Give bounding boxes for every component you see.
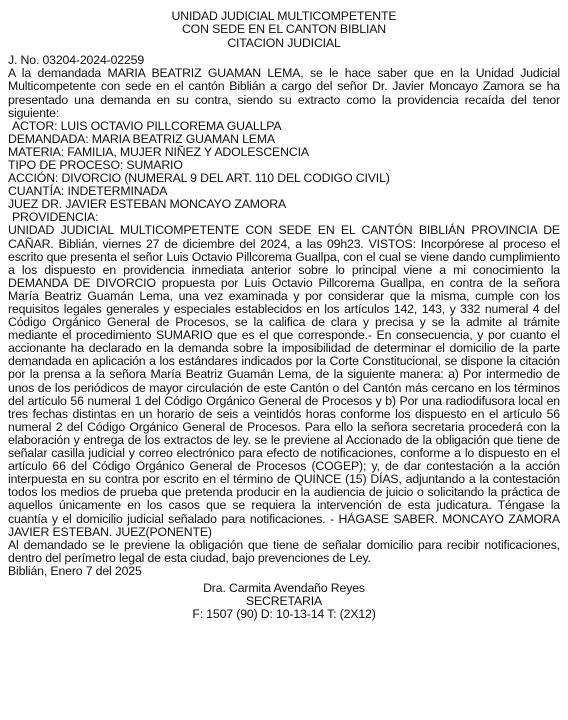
extract-actor: ACTOR: LUIS OCTAVIO PILLCOREMA GUALLPA bbox=[12, 118, 282, 133]
case-extract bbox=[8, 120, 560, 225]
extract-cuantia: CUANTÍA: INDETERMINADA bbox=[8, 184, 168, 199]
signature-block bbox=[8, 582, 560, 621]
extract-tipo: TIPO DE PROCESO: SUMARIO bbox=[8, 157, 183, 172]
warning-paragraph: Al demandado se le previene la obligación que tiene de señalar domicilio para recibir notificaciones, dentro del perímetro legal de esta ciudad, bajo prevenciones de Ley. bbox=[8, 537, 560, 565]
extract-materia: MATERIA: FAMILIA, MUJER NIÑEZ Y ADOLESCENCIA bbox=[8, 144, 309, 159]
notice-title: CITACION JUDICIAL bbox=[227, 35, 341, 50]
notice-header bbox=[8, 10, 560, 50]
intro-paragraph: A la demandada MARIA BEATRIZ GUAMAN LEMA, se le hace saber que en la Unidad Judicial Multicompetente con sede en el cantón Biblián a cargo del señor Dr. Javier Moncayo Zamora se ha presentado una demanda en su contra, siendo su extracto como la providencia recaída del tenor siguiente: bbox=[8, 66, 560, 120]
signer-name: Dra. Carmita Avendaño Reyes bbox=[203, 580, 365, 595]
extract-accion: ACCIÓN: DIVORCIO (NUMERAL 9 DEL ART. 110 DEL CODIGO CIVIL) bbox=[8, 171, 390, 186]
place-date: Biblián, Enero 7 del 2025 bbox=[8, 563, 142, 578]
extract-providencia-label: PROVIDENCIA: bbox=[12, 210, 99, 225]
providencia-paragraph: UNIDAD JUDICIAL MULTICOMPETENTE CON SEDE EN EL CANTÓN BIBLIÁN PROVINCIA DE CAÑAR. Biblián, viernes 27 de diciembre del 2024, a las 09h23. VISTOS: Incorpórese al proceso el escrito que presenta el señor Luis Octavio Pillcorema Guallpa, con el cual se viene dando cumplimiento a los dispuesto en providencia inmediata anterior sobre lo principal viene a mi conocimiento la DEMANDA DE DIVORCIO propuesta por Luis Octavio Pillcorema Guallpa, en contra de la señora María Beatriz Guamán Lema, una vez examinada y por considerar que la misma, cumple con los requisitos legales generales y especiales establecidos en los artículos 142, 143, y 332 numeral 4 del Código Orgánico General de Procesos, se la califica de clara y precisa y se la admite al trámite mediante el procedimiento SUMARIO que es el que corresponde.- En consecuencia, y por cuanto el accionante ha declarado en la demanda sobre la imposibilidad de determinar el domicilio de la parte demandada en aplicación a los estándares indicados por la Corte Constitucional, se dispone la citación por la prensa a la señora María Beatriz Guamán Lema, de la siguiente manera: a) Por intermedio de unos de los periódicos de mayor circulación de este Cantón o del Cantón más cercano en los términos del artículo 56 numeral 1 del Código Orgánico General de Procesos y b) Por una radiodifusora local en tres fechas distintas en un horario de seis a veintidós horas conforme los dispuesto en el artículo 56 numeral 2 del Código Orgánico General de Procesos. Para ello la señora secretaria procederá con la elaboración y entrega de los extractos de ley. se le previene al Accionado de la obligación que tiene de señalar casilla judicial y correo electrónico para efecto de notificaciones, conforme a lo dispuesto en el artículo 66 del Código Orgánico General de Procesos (COGEP); y, de dar contestación a la acción interpuesta en su contra por escrito en el término de QUINCE (15) DÍAS, adjuntando a la contestación todos los medios de prueba que pretenda producir en la audiencia de juicio o solicitando la práctica de aquellos únicamente en los casos que se requiera la intervención de esta judicatura. Téngase la cuantía y el domicilio judicial señalado para notificaciones. - HÁGASE SABER. MONCAYO ZAMORA JAVIER ESTEBAN. JUEZ(PONENTE) bbox=[8, 223, 560, 539]
publication-code: F: 1507 (90) D: 10-13-14 T: (2X12) bbox=[192, 607, 376, 622]
extract-juez: JUEZ DR. JAVIER ESTEBAN MONCAYO ZAMORA bbox=[8, 197, 287, 212]
signer-role: SECRETARIA bbox=[245, 594, 323, 609]
court-seat: CON SEDE EN EL CANTON BIBLIAN bbox=[181, 22, 387, 37]
court-name: UNIDAD JUDICIAL MULTICOMPETENTE bbox=[171, 9, 397, 23]
extract-demandada: DEMANDADA: MARIA BEATRIZ GUAMAN LEMA bbox=[8, 131, 275, 146]
case-number: J. No. 03204-2024-02259 bbox=[8, 53, 145, 68]
